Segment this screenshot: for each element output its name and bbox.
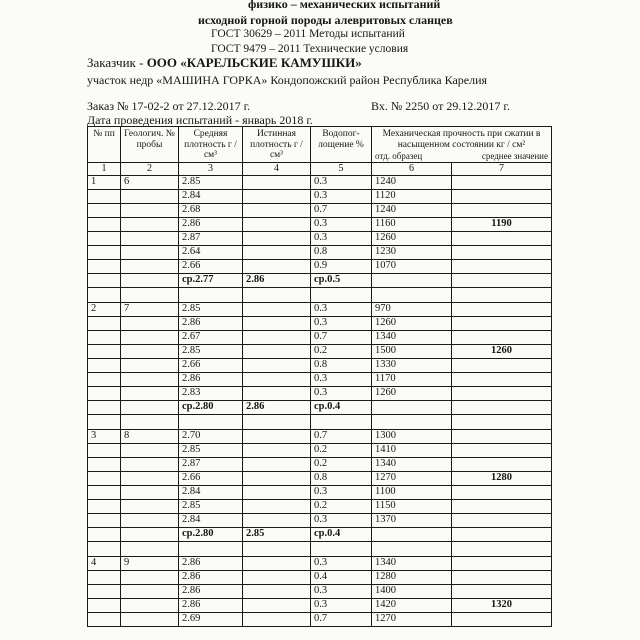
strength-single-cell: 1120 <box>372 189 452 203</box>
sample-number <box>121 612 179 626</box>
spacer-cell <box>88 541 121 556</box>
avg-density-cell: 2.66 <box>179 358 243 372</box>
strength-single-cell <box>372 273 452 287</box>
water-absorption-cell: 0.3 <box>311 386 372 400</box>
true-density-cell <box>243 189 311 203</box>
row-number <box>88 471 121 485</box>
strength-avg-cell <box>452 302 552 316</box>
row-number <box>88 231 121 245</box>
true-density-cell <box>243 443 311 457</box>
row-number <box>88 203 121 217</box>
strength-avg-cell <box>452 330 552 344</box>
row-number <box>88 513 121 527</box>
table-row <box>88 259 552 273</box>
true-density-cell <box>243 302 311 316</box>
table-row <box>88 499 552 513</box>
row-number: 2 <box>88 302 121 316</box>
spacer-cell <box>372 414 452 429</box>
summary-row <box>88 527 552 541</box>
true-density-cell <box>243 203 311 217</box>
spacer-cell <box>452 287 552 302</box>
strength-single-cell: 1240 <box>372 175 452 189</box>
row-number <box>88 584 121 598</box>
spacer-row <box>88 541 552 556</box>
true-density-cell <box>243 217 311 231</box>
strength-single-cell: 1340 <box>372 556 452 570</box>
table-row <box>88 443 552 457</box>
test-date: Дата проведения испытаний - январь 2018 г. <box>87 113 313 127</box>
sample-number <box>121 344 179 358</box>
row-number <box>88 372 121 386</box>
spacer-cell <box>243 287 311 302</box>
strength-avg-cell <box>452 556 552 570</box>
spacer-cell <box>121 414 179 429</box>
sample-number: 7 <box>121 302 179 316</box>
row-number <box>88 386 121 400</box>
true-density-cell <box>243 386 311 400</box>
true-density-summary: 2.86 <box>243 273 311 287</box>
strength-avg-cell <box>452 612 552 626</box>
table-row <box>88 231 552 245</box>
strength-avg-cell <box>452 429 552 443</box>
spacer-cell <box>88 287 121 302</box>
row-number <box>88 612 121 626</box>
row-number <box>88 499 121 513</box>
avg-density-cell: 2.70 <box>179 429 243 443</box>
true-density-cell <box>243 259 311 273</box>
strength-single-cell: 1170 <box>372 372 452 386</box>
row-number <box>88 527 121 541</box>
sample-number <box>121 372 179 386</box>
sample-number: 9 <box>121 556 179 570</box>
water-absorption-cell: 0.7 <box>311 612 372 626</box>
water-absorption-cell: 0.3 <box>311 372 372 386</box>
strength-avg-cell <box>452 400 552 414</box>
strength-avg-cell <box>452 273 552 287</box>
gost-conditions: ГОСТ 9479 – 2011 Технические условия <box>211 43 409 55</box>
spacer-row <box>88 287 552 302</box>
strength-single-cell <box>372 527 452 541</box>
true-density-cell <box>243 584 311 598</box>
sample-number <box>121 443 179 457</box>
row-number <box>88 485 121 499</box>
header-water-absorption: Водопог- лощение % <box>311 127 372 163</box>
spacer-cell <box>372 287 452 302</box>
water-absorption-cell: 0.3 <box>311 584 372 598</box>
title-line-1: физико – механических испытаний <box>248 0 441 11</box>
avg-density-cell: 2.84 <box>179 513 243 527</box>
true-density-cell <box>243 231 311 245</box>
avg-density-cell: 2.86 <box>179 584 243 598</box>
strength-single-cell: 1280 <box>372 570 452 584</box>
site-line: участок недр «МАШИНА ГОРКА» Кондопожский район Республика Карелия <box>87 73 488 87</box>
avg-density-cell: 2.69 <box>179 612 243 626</box>
table-row <box>88 358 552 372</box>
strength-single-cell: 1410 <box>372 443 452 457</box>
avg-density-cell: 2.64 <box>179 245 243 259</box>
water-absorption-cell: 0.3 <box>311 316 372 330</box>
avg-density-cell: 2.66 <box>179 471 243 485</box>
water-absorption-cell: 0.8 <box>311 358 372 372</box>
strength-single-cell: 1340 <box>372 330 452 344</box>
table-row <box>88 612 552 626</box>
avg-density-cell: 2.86 <box>179 316 243 330</box>
true-density-cell <box>243 175 311 189</box>
results-table-body <box>88 127 552 627</box>
water-absorption-cell: 0.8 <box>311 471 372 485</box>
strength-avg-cell: 1320 <box>452 598 552 612</box>
strength-avg-cell <box>452 245 552 259</box>
true-density-cell <box>243 429 311 443</box>
row-number <box>88 259 121 273</box>
header-true-density: Истинная плотность г / см³ <box>243 127 311 163</box>
avg-density-summary: ср.2.80 <box>179 527 243 541</box>
header-num: № пп <box>88 127 121 163</box>
sample-number: 8 <box>121 429 179 443</box>
spacer-cell <box>311 287 372 302</box>
sample-number <box>121 457 179 471</box>
water-absorption-cell: 0.2 <box>311 499 372 513</box>
strength-avg-cell <box>452 443 552 457</box>
water-absorption-cell: 0.3 <box>311 513 372 527</box>
column-number: 2 <box>121 162 179 175</box>
water-absorption-cell: 0.7 <box>311 203 372 217</box>
water-absorption-cell: 0.3 <box>311 189 372 203</box>
water-absorption-summary: ср.0.5 <box>311 273 372 287</box>
strength-avg-cell <box>452 175 552 189</box>
strength-avg-cell <box>452 316 552 330</box>
true-density-summary: 2.85 <box>243 527 311 541</box>
row-number <box>88 245 121 259</box>
table-row <box>88 556 552 570</box>
strength-avg-cell <box>452 386 552 400</box>
avg-density-cell: 2.86 <box>179 372 243 386</box>
row-number <box>88 344 121 358</box>
avg-density-summary: ср.2.77 <box>179 273 243 287</box>
true-density-cell <box>243 344 311 358</box>
strength-single-cell: 1420 <box>372 598 452 612</box>
table-row <box>88 570 552 584</box>
column-number-row <box>88 162 552 175</box>
water-absorption-cell: 0.7 <box>311 330 372 344</box>
avg-density-cell: 2.85 <box>179 443 243 457</box>
strength-single-cell: 1260 <box>372 386 452 400</box>
strength-single-cell: 1100 <box>372 485 452 499</box>
sample-number <box>121 513 179 527</box>
table-row <box>88 344 552 358</box>
table-row <box>88 513 552 527</box>
results-table <box>87 126 552 627</box>
row-number: 1 <box>88 175 121 189</box>
header-avg-density: Средняя плотность г / см³ <box>179 127 243 163</box>
avg-density-cell: 2.86 <box>179 556 243 570</box>
strength-avg-cell <box>452 189 552 203</box>
incoming-number: Вх. № 2250 от 29.12.2017 г. <box>371 99 510 113</box>
avg-density-cell: 2.83 <box>179 386 243 400</box>
row-number <box>88 400 121 414</box>
avg-density-cell: 2.85 <box>179 175 243 189</box>
water-absorption-summary: ср.0.4 <box>311 400 372 414</box>
avg-density-summary: ср.2.80 <box>179 400 243 414</box>
table-row <box>88 457 552 471</box>
row-number <box>88 358 121 372</box>
water-absorption-cell: 0.8 <box>311 245 372 259</box>
true-density-cell <box>243 245 311 259</box>
strength-avg-cell <box>452 527 552 541</box>
true-density-cell <box>243 372 311 386</box>
avg-density-cell: 2.85 <box>179 302 243 316</box>
true-density-cell <box>243 330 311 344</box>
sample-number <box>121 316 179 330</box>
table-header-row <box>88 127 552 163</box>
header-mech-avg: среднее значение <box>481 151 548 161</box>
spacer-cell <box>243 414 311 429</box>
table-row <box>88 302 552 316</box>
sample-number <box>121 400 179 414</box>
sample-number <box>121 386 179 400</box>
row-number <box>88 457 121 471</box>
sample-number <box>121 358 179 372</box>
true-density-cell <box>243 471 311 485</box>
spacer-cell <box>88 414 121 429</box>
true-density-cell <box>243 556 311 570</box>
avg-density-cell: 2.84 <box>179 485 243 499</box>
strength-avg-cell <box>452 485 552 499</box>
avg-density-cell: 2.86 <box>179 570 243 584</box>
strength-single-cell: 1160 <box>372 217 452 231</box>
strength-single-cell: 1400 <box>372 584 452 598</box>
header-sample: Геологич. № пробы <box>121 127 179 163</box>
customer-label: Заказчик - <box>87 55 144 70</box>
water-absorption-cell: 0.3 <box>311 175 372 189</box>
header-mech-title: Механическая прочность при сжатии в насыщенном состоянии кг / см² <box>382 129 541 150</box>
strength-single-cell: 1330 <box>372 358 452 372</box>
spacer-cell <box>311 414 372 429</box>
true-density-cell <box>243 358 311 372</box>
table-row <box>88 316 552 330</box>
customer-name: ООО «КАРЕЛЬСКИЕ КАМУШКИ» <box>146 55 362 70</box>
strength-single-cell <box>372 400 452 414</box>
sample-number <box>121 598 179 612</box>
row-number <box>88 273 121 287</box>
strength-single-cell: 1240 <box>372 203 452 217</box>
strength-single-cell: 1260 <box>372 316 452 330</box>
table-row <box>88 245 552 259</box>
sample-number <box>121 499 179 513</box>
summary-row <box>88 273 552 287</box>
table-row <box>88 203 552 217</box>
spacer-cell <box>372 541 452 556</box>
strength-single-cell: 1270 <box>372 471 452 485</box>
row-number <box>88 217 121 231</box>
table-row <box>88 485 552 499</box>
strength-single-cell: 970 <box>372 302 452 316</box>
table-row <box>88 175 552 189</box>
avg-density-cell: 2.86 <box>179 217 243 231</box>
table-row <box>88 217 552 231</box>
summary-row <box>88 400 552 414</box>
strength-avg-cell: 1260 <box>452 344 552 358</box>
avg-density-cell: 2.84 <box>179 189 243 203</box>
water-absorption-cell: 0.3 <box>311 556 372 570</box>
strength-single-cell: 1500 <box>372 344 452 358</box>
row-number <box>88 570 121 584</box>
avg-density-cell: 2.68 <box>179 203 243 217</box>
strength-avg-cell: 1190 <box>452 217 552 231</box>
water-absorption-cell: 0.3 <box>311 302 372 316</box>
sample-number <box>121 330 179 344</box>
strength-single-cell: 1150 <box>372 499 452 513</box>
table-row <box>88 330 552 344</box>
strength-avg-cell <box>452 231 552 245</box>
true-density-cell <box>243 499 311 513</box>
true-density-cell <box>243 316 311 330</box>
spacer-cell <box>179 287 243 302</box>
row-number: 4 <box>88 556 121 570</box>
strength-single-cell: 1260 <box>372 231 452 245</box>
avg-density-cell: 2.86 <box>179 598 243 612</box>
true-density-cell <box>243 457 311 471</box>
water-absorption-cell: 0.3 <box>311 217 372 231</box>
spacer-cell <box>179 541 243 556</box>
water-absorption-cell: 0.2 <box>311 443 372 457</box>
spacer-cell <box>452 414 552 429</box>
strength-avg-cell <box>452 203 552 217</box>
column-number: 1 <box>88 162 121 175</box>
table-row <box>88 471 552 485</box>
table-row <box>88 598 552 612</box>
spacer-cell <box>179 414 243 429</box>
sample-number <box>121 259 179 273</box>
table-row <box>88 189 552 203</box>
water-absorption-cell: 0.2 <box>311 457 372 471</box>
strength-avg-cell <box>452 372 552 386</box>
sample-number <box>121 485 179 499</box>
header-mech-sub <box>375 151 548 162</box>
table-row <box>88 372 552 386</box>
water-absorption-cell: 0.3 <box>311 485 372 499</box>
customer-line <box>87 55 362 71</box>
water-absorption-cell: 0.3 <box>311 231 372 245</box>
row-number <box>88 189 121 203</box>
avg-density-cell: 2.85 <box>179 344 243 358</box>
true-density-cell <box>243 513 311 527</box>
order-number: Заказ № 17-02-2 от 27.12.2017 г. <box>87 99 251 113</box>
true-density-cell <box>243 612 311 626</box>
spacer-cell <box>243 541 311 556</box>
sample-number <box>121 231 179 245</box>
gost-methods: ГОСТ 30629 – 2011 Методы испытаний <box>211 28 405 40</box>
column-number: 3 <box>179 162 243 175</box>
spacer-cell <box>311 541 372 556</box>
true-density-cell <box>243 485 311 499</box>
strength-avg-cell <box>452 584 552 598</box>
avg-density-cell: 2.85 <box>179 499 243 513</box>
column-number: 7 <box>452 162 552 175</box>
spacer-cell <box>452 541 552 556</box>
sample-number <box>121 189 179 203</box>
strength-single-cell: 1370 <box>372 513 452 527</box>
water-absorption-cell: 0.7 <box>311 429 372 443</box>
true-density-summary: 2.86 <box>243 400 311 414</box>
strength-avg-cell <box>452 457 552 471</box>
sample-number <box>121 217 179 231</box>
water-absorption-cell: 0.4 <box>311 570 372 584</box>
column-number: 6 <box>372 162 452 175</box>
avg-density-cell: 2.66 <box>179 259 243 273</box>
strength-single-cell: 1270 <box>372 612 452 626</box>
avg-density-cell: 2.87 <box>179 457 243 471</box>
true-density-cell <box>243 570 311 584</box>
row-number <box>88 316 121 330</box>
strength-avg-cell <box>452 513 552 527</box>
sample-number <box>121 273 179 287</box>
spacer-cell <box>121 287 179 302</box>
sample-number <box>121 245 179 259</box>
spacer-cell <box>121 541 179 556</box>
strength-single-cell: 1070 <box>372 259 452 273</box>
sample-number: 6 <box>121 175 179 189</box>
strength-avg-cell: 1280 <box>452 471 552 485</box>
avg-density-cell: 2.87 <box>179 231 243 245</box>
avg-density-cell: 2.67 <box>179 330 243 344</box>
spacer-row <box>88 414 552 429</box>
strength-avg-cell <box>452 358 552 372</box>
row-number: 3 <box>88 429 121 443</box>
strength-single-cell: 1340 <box>372 457 452 471</box>
sample-number <box>121 203 179 217</box>
row-number <box>88 598 121 612</box>
water-absorption-summary: ср.0.4 <box>311 527 372 541</box>
column-number: 5 <box>311 162 372 175</box>
strength-avg-cell <box>452 259 552 273</box>
true-density-cell <box>243 598 311 612</box>
table-row <box>88 386 552 400</box>
water-absorption-cell: 0.3 <box>311 598 372 612</box>
row-number <box>88 443 121 457</box>
header-mechanical-strength <box>372 127 552 163</box>
column-number: 4 <box>243 162 311 175</box>
sample-number <box>121 584 179 598</box>
sample-number <box>121 471 179 485</box>
sample-number <box>121 527 179 541</box>
header-mech-single: отд. образец <box>375 151 423 161</box>
table-row <box>88 429 552 443</box>
strength-single-cell: 1230 <box>372 245 452 259</box>
strength-single-cell: 1300 <box>372 429 452 443</box>
water-absorption-cell: 0.2 <box>311 344 372 358</box>
strength-avg-cell <box>452 499 552 513</box>
strength-avg-cell <box>452 570 552 584</box>
title-line-2: исходной горной породы алевритовых сланцев <box>198 13 453 27</box>
table-row <box>88 584 552 598</box>
row-number <box>88 330 121 344</box>
water-absorption-cell: 0.9 <box>311 259 372 273</box>
sample-number <box>121 570 179 584</box>
